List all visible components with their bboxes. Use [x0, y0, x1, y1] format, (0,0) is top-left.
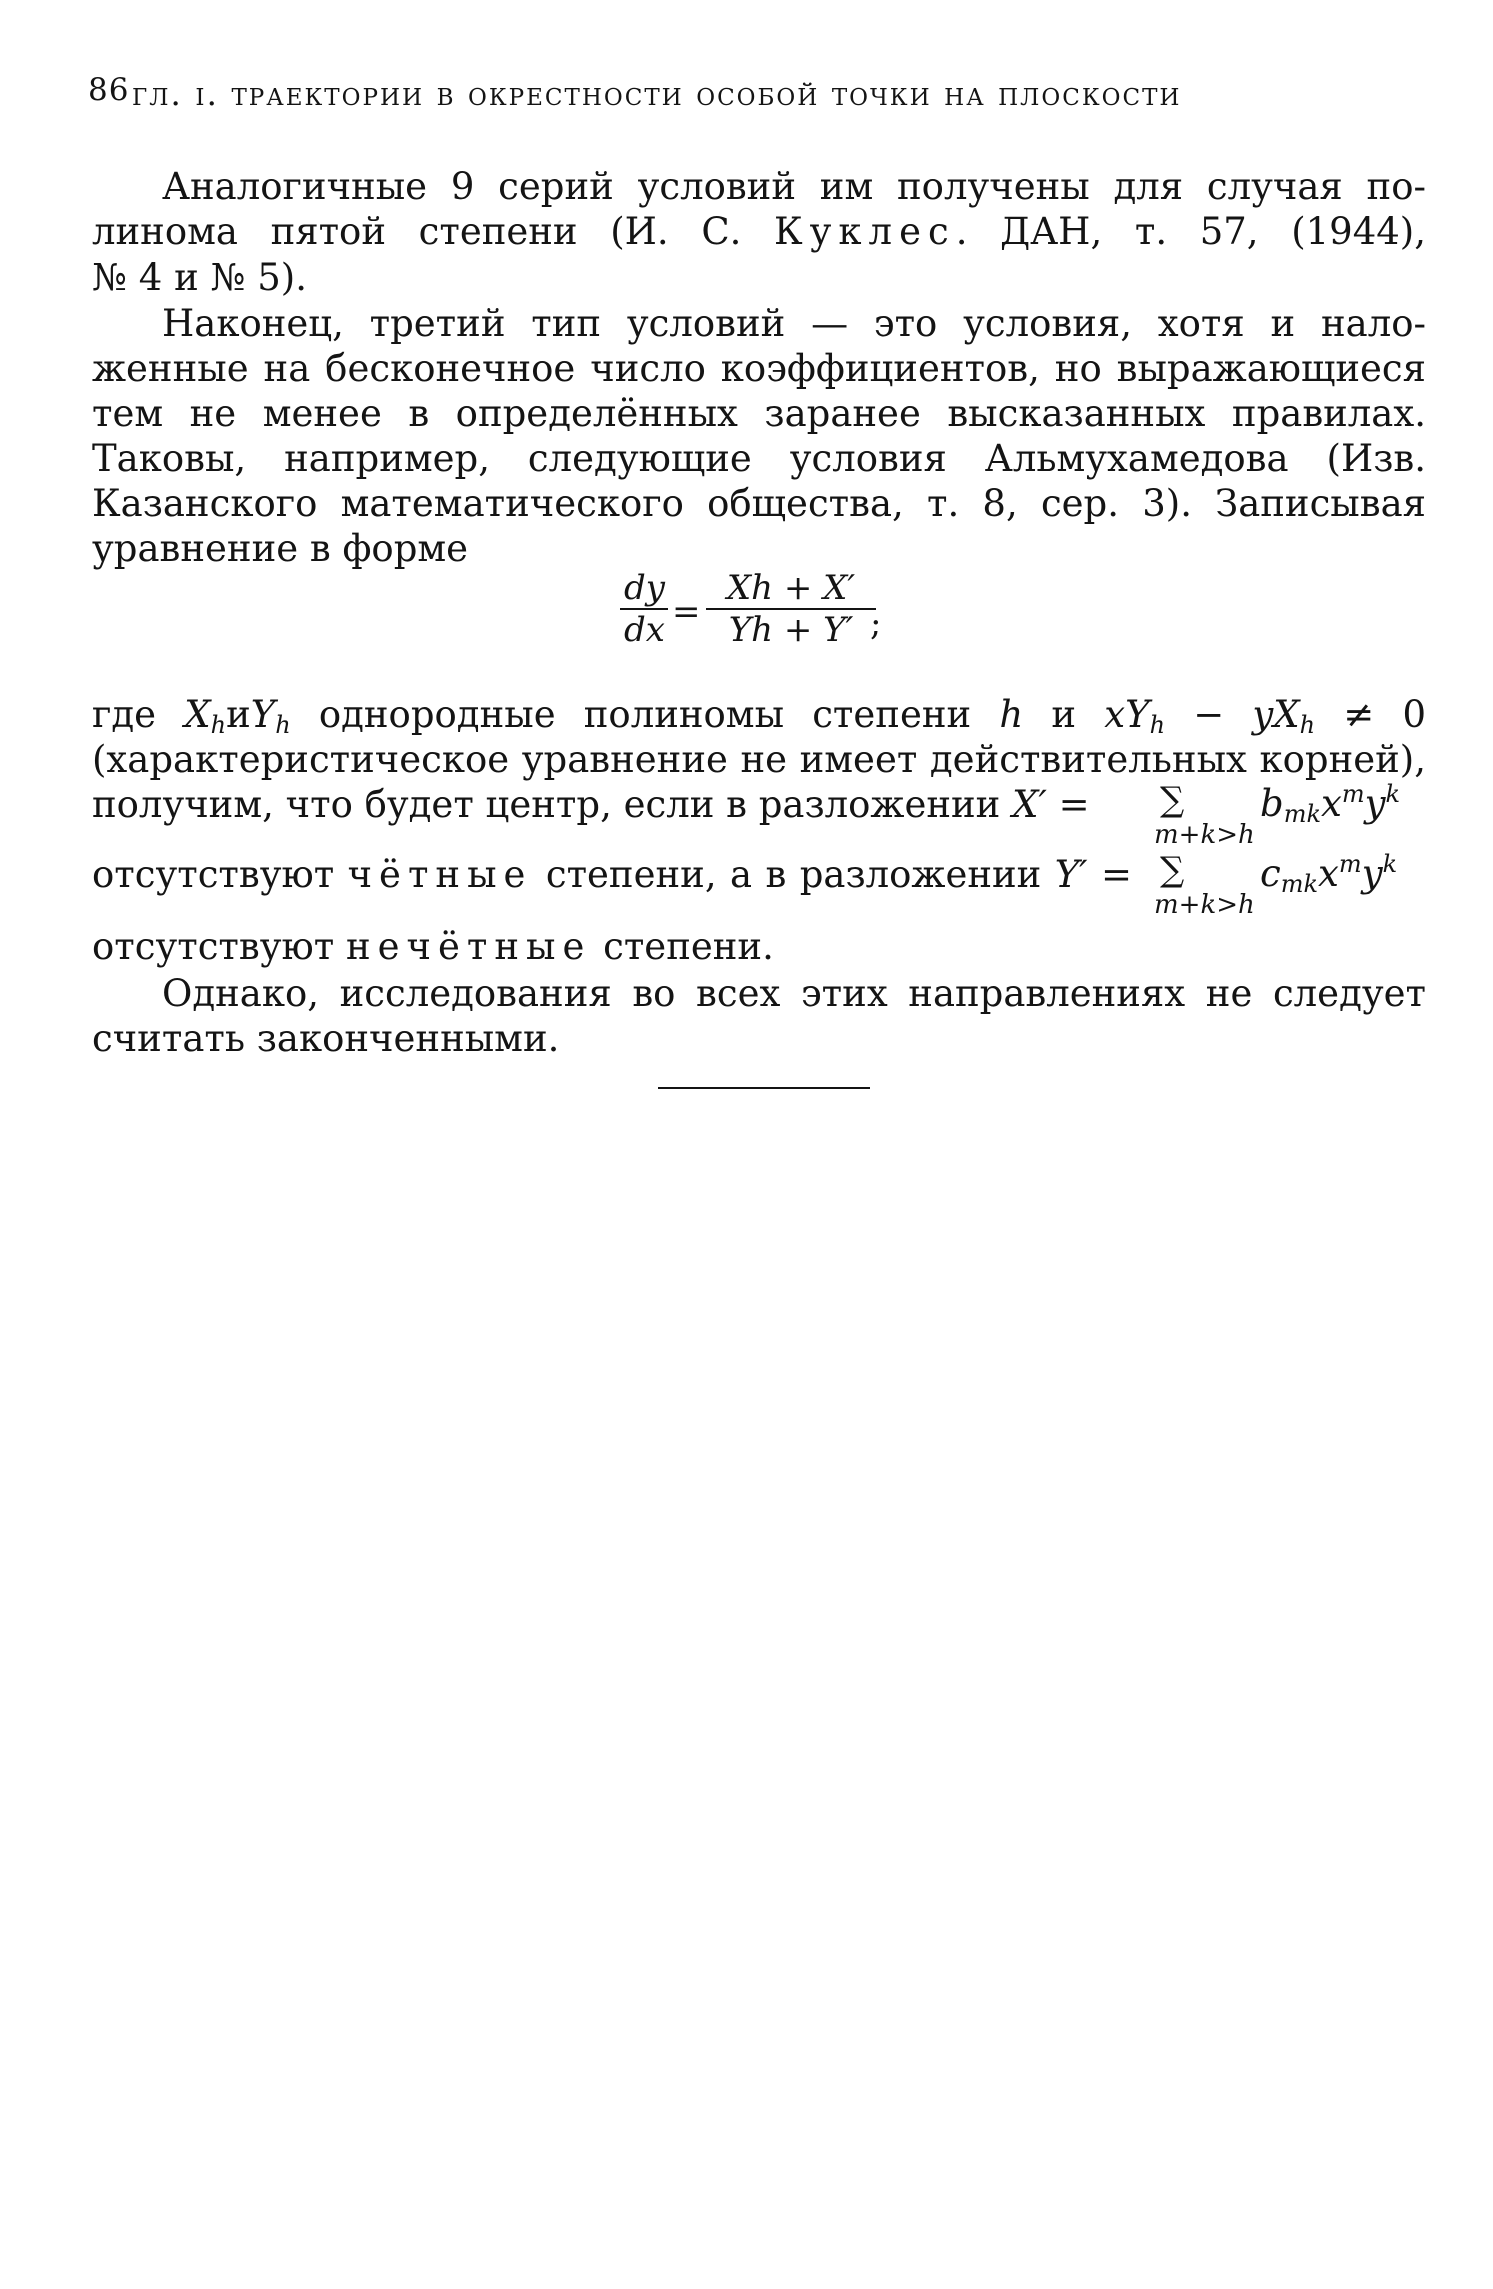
paragraph1-line2-a: линома пятой степени (И. С.: [92, 210, 775, 253]
sigma-symbol: ∑: [1160, 780, 1185, 820]
degree-h: h: [999, 693, 1024, 736]
paragraph3-line2: (характеристическое уравнение не имеет действительных корней),: [92, 738, 1426, 781]
equals-sign: =: [672, 592, 701, 632]
x-prime: X′ =: [1012, 783, 1090, 826]
odd-word: нечётные: [345, 925, 592, 968]
paragraph3-line3: получим, что будет центр, если в разложении X′ =: [92, 783, 1090, 826]
paragraph2-line2: женные на бесконечное число коэффициентов, но выражающиеся: [92, 347, 1426, 390]
y-prime-sum: [1154, 848, 1440, 928]
Yh-symbol: $Y_h$: [250, 693, 291, 739]
paragraph4-line1: Однако, исследования во всех этих направлениях не следует: [162, 972, 1426, 1015]
x-prime-sum: [1154, 778, 1440, 858]
paragraph2-line5: Казанского математического общества, т. 8, сер. 3). Записывая: [92, 482, 1426, 525]
condition-expression: $xY_h - yX_h \ne 0$: [1104, 693, 1427, 739]
dy-numerator: dy: [624, 568, 665, 608]
page-number: 86: [88, 72, 130, 108]
where-word: где: [92, 693, 157, 736]
even-word: чётные: [347, 853, 533, 896]
paragraph2-line4: Таковы, например, следующие условия Альмухамедова (Изв.: [92, 437, 1426, 480]
author-name: Куклес: [774, 210, 956, 253]
running-title: гл. i. траектории в окрестности особой точки на плоскости: [132, 74, 1182, 113]
y-prime: Y′ =: [1054, 853, 1132, 896]
paragraph1-line1: Аналогичные 9 серий условий им получены для случая по-: [162, 165, 1426, 208]
and-word-2: и: [1051, 693, 1077, 736]
running-header: [88, 72, 1428, 116]
paragraph2-line3: тем не менее в определённых заранее высказанных правилах.: [92, 392, 1426, 435]
paragraph3-line5: отсутствуют нечётные степени.: [92, 925, 774, 968]
sum-index: m+k>h: [1154, 820, 1255, 850]
dy-dx-fraction: [620, 568, 668, 650]
and-word: и: [226, 693, 251, 736]
rhs-numerator: Xh + X′: [726, 568, 856, 608]
paragraph1-line2: [92, 210, 1426, 254]
paragraph1-line3: № 4 и № 5).: [92, 256, 308, 299]
equation-punctuation: ;: [870, 604, 882, 644]
homogeneous-text: однородные полиномы степени: [318, 693, 972, 736]
paragraph4-line2: считать законченными.: [92, 1017, 560, 1060]
sigma-symbol: ∑: [1160, 850, 1185, 890]
c-term: $c_{mk}x^my^k$: [1260, 850, 1398, 898]
paragraph2-line1: Наконец, третий тип условий — это условия, хотя и нало-: [162, 302, 1426, 345]
paragraph3-line4: отсутствуют чётные степени, а в разложении Y′ =: [92, 853, 1132, 896]
paragraph3-line1: [92, 693, 1426, 737]
sum-index: m+k>h: [1154, 890, 1255, 920]
section-end-rule: [658, 1087, 870, 1089]
Xh-symbol: $X_h$: [184, 693, 227, 739]
paragraph1-line2-b: . ДАН, т. 57, (1944),: [955, 210, 1426, 253]
paragraph2-line6: уравнение в форме: [92, 527, 469, 570]
rhs-fraction: [706, 568, 876, 650]
dx-denominator: dx: [624, 610, 665, 650]
rhs-denominator: Yh + Y′: [728, 610, 854, 650]
b-term: $b_{mk}x^my^k$: [1260, 780, 1401, 828]
